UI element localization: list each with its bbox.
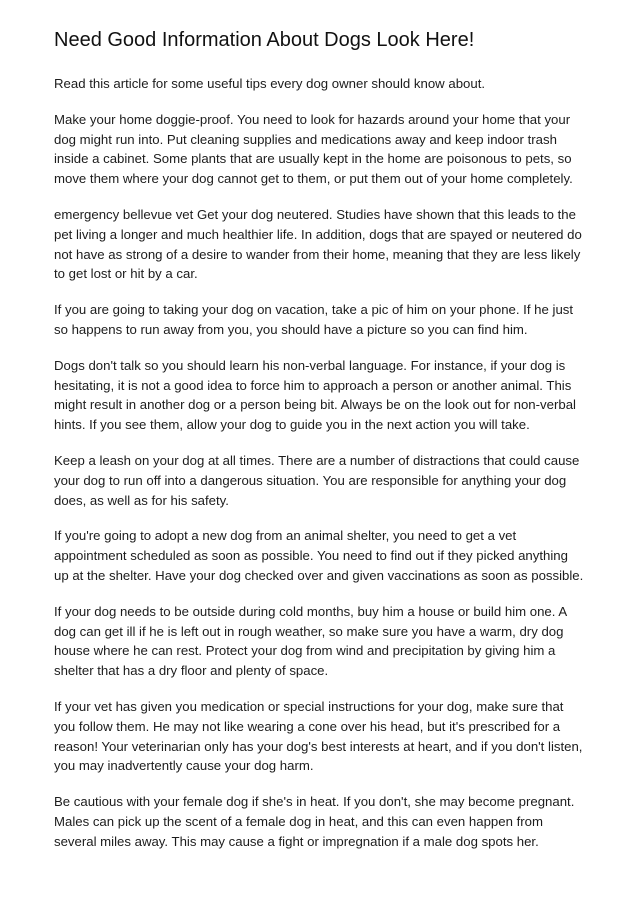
paragraph-vet-instructions: If your vet has given you medication or special instructions for your dog, make sure that you follow them. He may not like wearing a cone over his head, but it's prescribed for a reason! Your veterinarian only has your dog's best interests at heart, and if you don't listen, you may inadvertently cause your dog harm. — [54, 698, 583, 774]
paragraph-neutered: emergency bellevue vet Get your dog neutered. Studies have shown that this leads to the pet living a longer and much healthier life. In addition, dogs that are spayed or neutered do not have as strong of a desire to wander from their home, meaning that they are less likely to get lost or hit by a car. — [54, 206, 582, 282]
document-page — [54, 28, 586, 868]
paragraph-non-verbal: Dogs don't talk so you should learn his non-verbal language. For instance, if your dog is hesitating, it is not a good idea to force him to approach a person or another animal. This might result in another dog or a person being bit. Always be on the look out for non-verbal hints. If you see them, allow your dog to guide you in the next action you will take. — [54, 357, 576, 433]
paragraph-vacation: If you are going to taking your dog on vacation, take a pic of him on your phone. If he just so happens to run away from you, you should have a picture so you can find him. — [54, 302, 574, 337]
paragraph-cold-months: If your dog needs to be outside during cold months, buy him a house or build him one. A dog can get ill if he is left out in rough weather, so make sure you have a warm, dry dog house where he can rest. Protect your dog from wind and precipitation by giving him a shelter that has a dry floor and plenty of space. — [54, 603, 567, 679]
paragraph-leash: Keep a leash on your dog at all times. There are a number of distractions that could cause your dog to run off into a dangerous situation. You are responsible for anything your dog does, as well as for his safety. — [54, 452, 580, 508]
paragraph-intro: Read this article for some useful tips every dog owner should know about. — [54, 76, 486, 91]
page-title: Need Good Information About Dogs Look Here! — [54, 29, 475, 51]
paragraph-female-heat: Be cautious with your female dog if she's in heat. If you don't, she may become pregnant. Males can pick up the scent of a female dog in heat, and this can even happen from several miles away. This may cause a fight or impregnation if a male dog spots her. — [54, 794, 575, 849]
paragraph-shelter-adopt: If you're going to adopt a new dog from an animal shelter, you need to get a vet appointment scheduled as soon as possible. You need to find out if they picked anything up at the shelter. Have your dog checked over and given vaccinations as soon as possible. — [54, 528, 584, 583]
paragraph-doggie-proof: Make your home doggie-proof. You need to look for hazards around your home that your dog might run into. Put cleaning supplies and medications away and keep indoor trash inside a cabinet. Some plants that are usually kept in the home are poisonous to pets, so move them where your dog cannot get to them, or put them out of your home completely. — [54, 111, 573, 187]
